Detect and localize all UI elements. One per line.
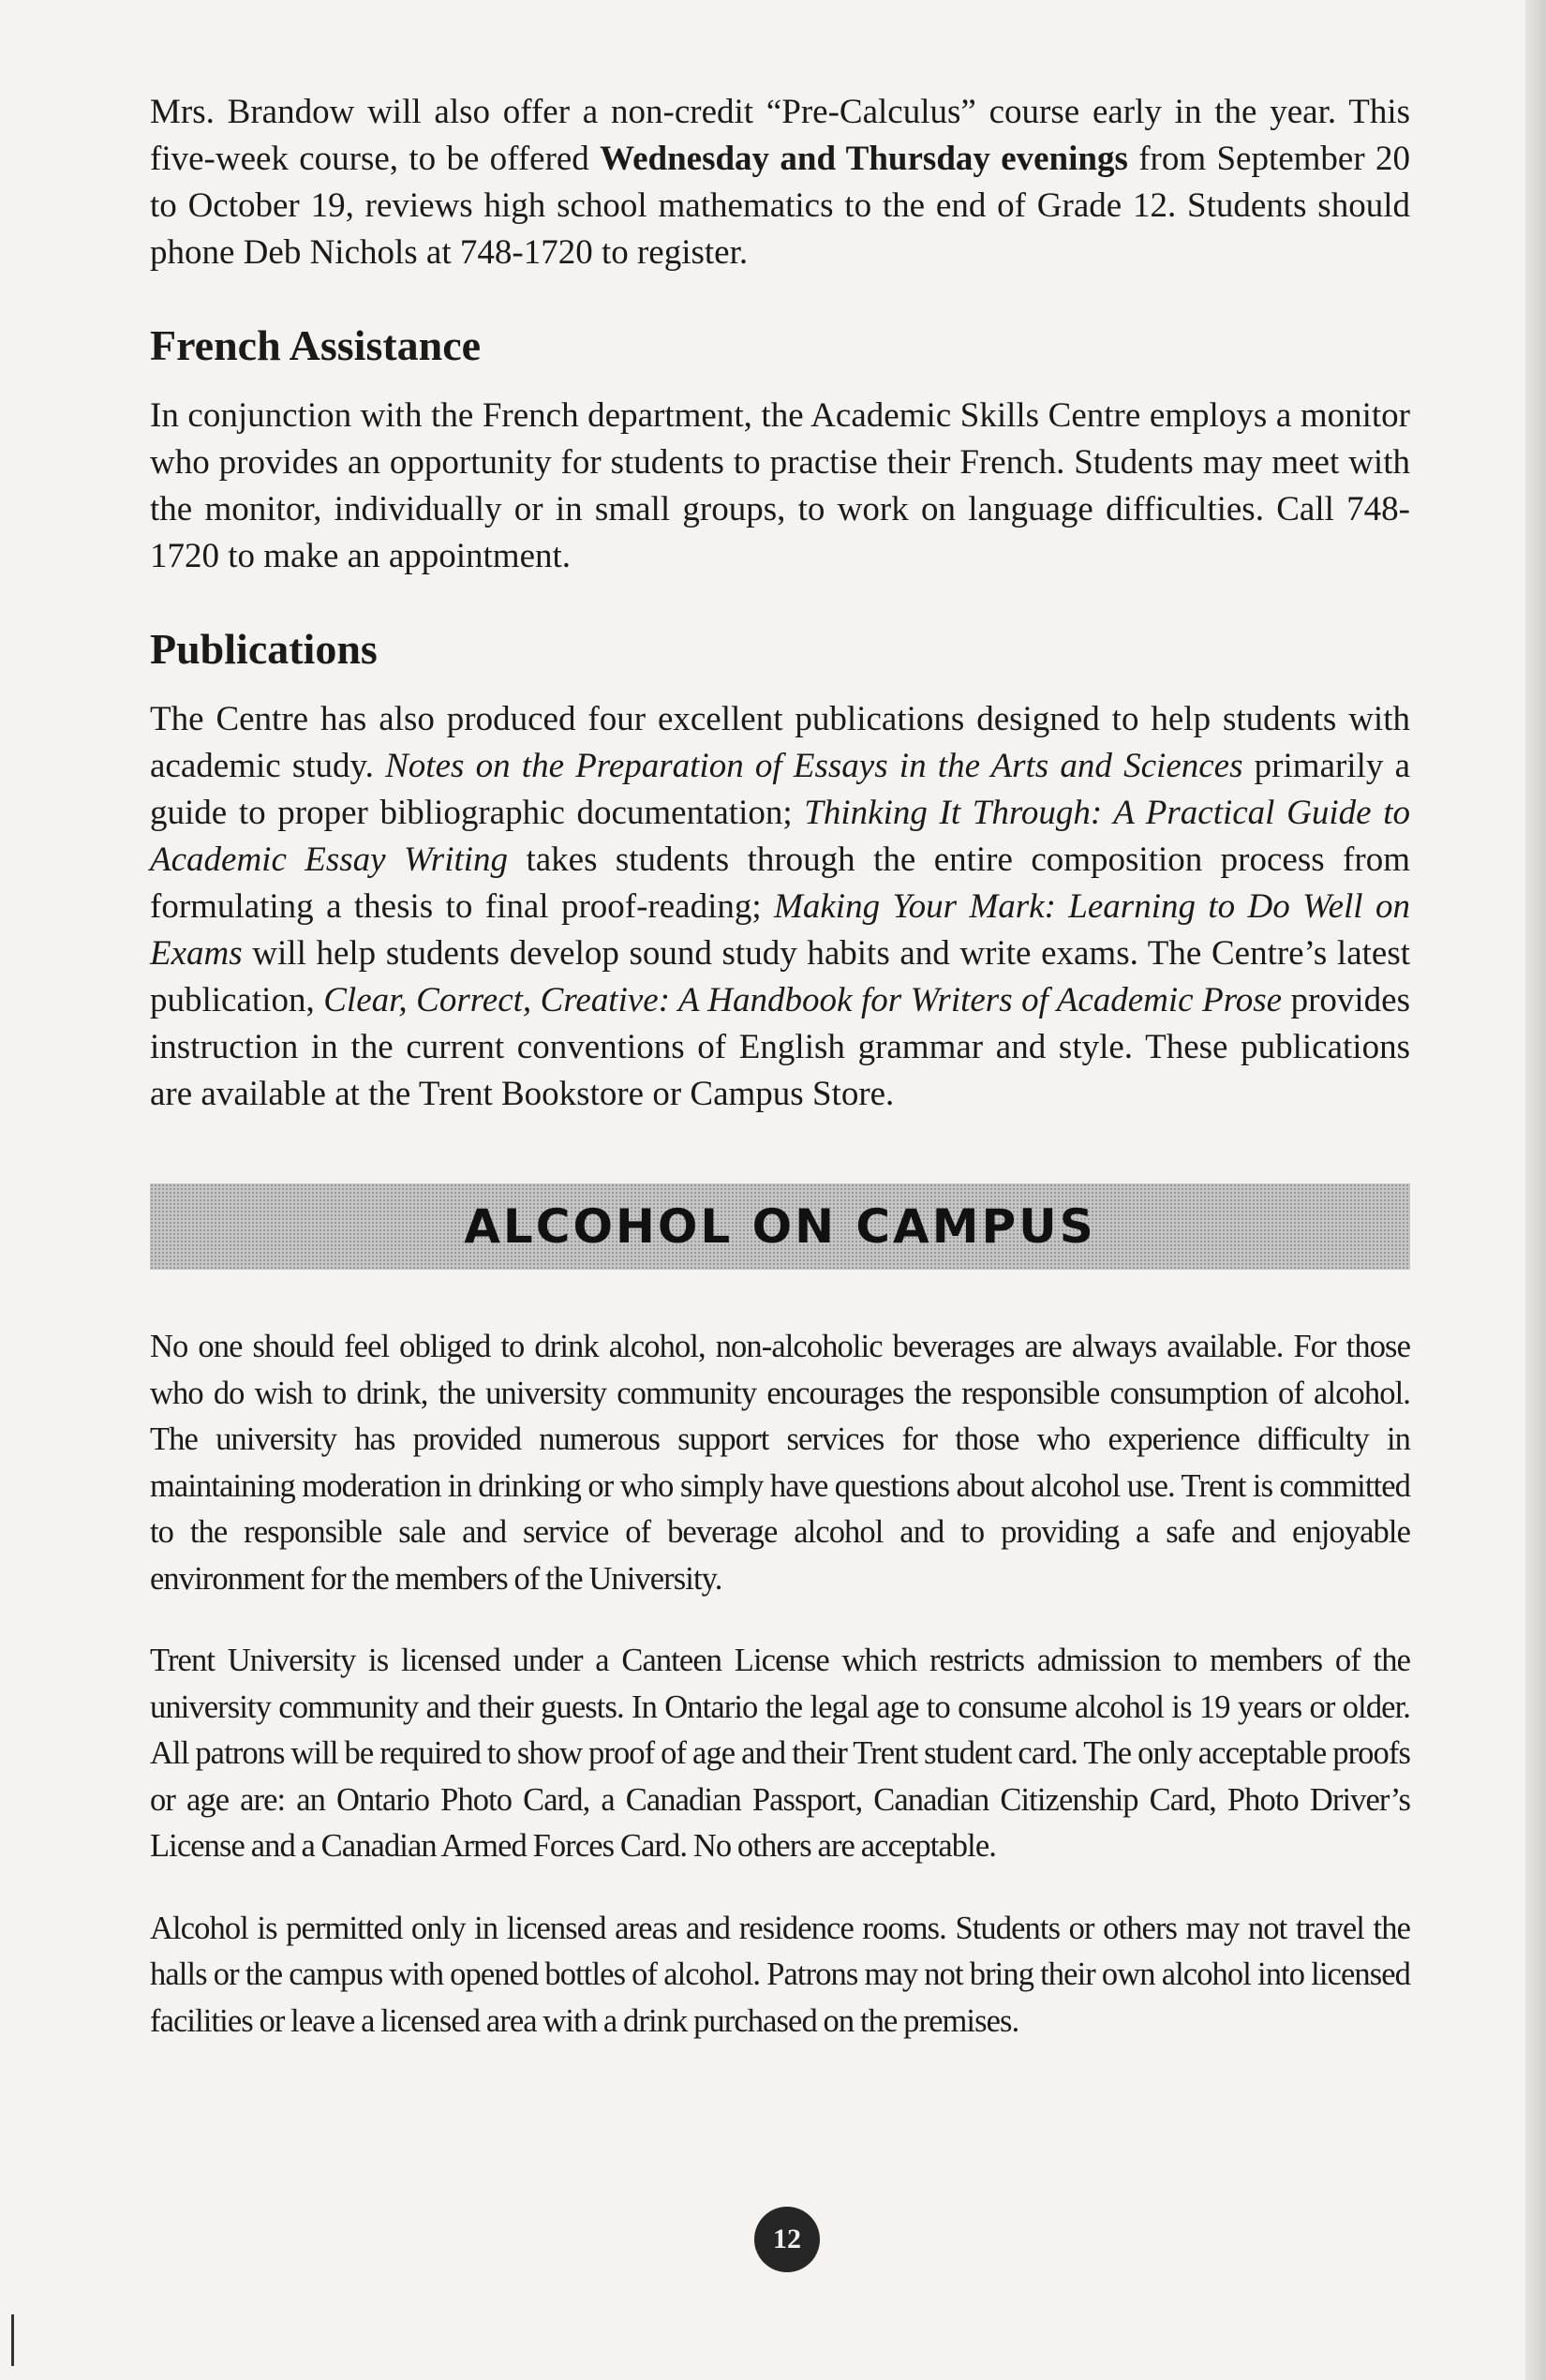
precalculus-paragraph <box>150 89 1410 276</box>
pub-text-2: primarily a guide to proper bibliographic documentation; <box>150 747 1410 832</box>
precalc-text-2: from September 20 to October 19, reviews high school mathematics to the end of Grade 12. Students should phone Deb Nichols at 748-1720 to register. <box>150 140 1410 272</box>
pub-text-1: The Centre has also produced four excellent publications designed to help students with academic study. <box>150 700 1410 785</box>
publications-heading: Publications <box>150 625 378 673</box>
french-assistance-heading: French Assistance <box>150 321 482 369</box>
pub-title-notes: Notes on the Preparation of Essays in the Arts and Sciences <box>385 747 1243 785</box>
pub-title-making: Making Your Mark: Learning to Do Well on Exams <box>150 887 1410 973</box>
pub-text-4: will help students develop sound study habits and write exams. The Centre’s latest publication, <box>150 934 1410 1019</box>
publications-paragraph <box>150 696 1410 1118</box>
document-page <box>150 89 1410 2045</box>
binding-mark <box>11 2314 14 2366</box>
precalc-text-1: Mrs. Brandow will also offer a non-credit “Pre-Calculus” course early in the year. This five-week course, to be offered <box>150 93 1410 178</box>
french-assistance-paragraph: In conjunction with the French department, the Academic Skills Centre employs a monitor who provides an opportunity for students to practise their French. Students may meet with the monitor, individually or in small groups, to work on language difficulties. Call 748-1720 to make an appointment. <box>150 396 1410 575</box>
alcohol-banner-title: ALCOHOL ON CAMPUS <box>464 1199 1096 1254</box>
alcohol-paragraph-2: Trent University is licensed under a Canteen License which restricts admission to members of the university community and their guests. In Ontario the legal age to consume alcohol is 19 years or older. All patrons will be required to show proof of age and their Trent student card. The only acceptable proofs or age are: an Ontario Photo Card, a Canadian Passport, Canadian Citizenship Card, Photo Driver’s License and a Canadian Armed Forces Card. No others are acceptable. <box>150 1643 1410 1864</box>
page-number-badge: 12 <box>754 2207 820 2272</box>
pub-title-clear: Clear, Correct, Creative: A Handbook for Writers of Academic Prose <box>323 981 1283 1019</box>
precalc-bold-text: Wednesday and Thursday evenings <box>600 140 1128 178</box>
pub-text-3: takes students through the entire composition process from formulating a thesis to final proof-reading; <box>150 840 1410 926</box>
page-edge-shadow <box>1525 0 1546 2380</box>
alcohol-banner <box>150 1183 1410 1270</box>
pub-title-thinking: Thinking It Through: A Practical Guide to Academic Essay Writing <box>150 794 1410 879</box>
alcohol-paragraph-3: Alcohol is permitted only in licensed areas and residence rooms. Students or others may not travel the halls or the campus with opened bottles of alcohol. Patrons may not bring their own alcohol into licensed facilities or leave a licensed area with a drink purchased on the premises. <box>150 1910 1410 2039</box>
alcohol-paragraph-1: No one should feel obliged to drink alcohol, non-alcoholic beverages are always available. For those who do wish to drink, the university community encourages the responsible consumption of alcohol. The university has provided numerous support services for those who experience difficulty in maintaining moderation in drinking or who simply have questions about alcohol use. Trent is committed to the responsible sale and service of beverage alcohol and to providing a safe and enjoyable environment for the members of the University. <box>150 1329 1410 1597</box>
pub-text-5: provides instruction in the current conventions of English grammar and style. These publications are available at the Trent Bookstore or Campus Store. <box>150 981 1410 1113</box>
